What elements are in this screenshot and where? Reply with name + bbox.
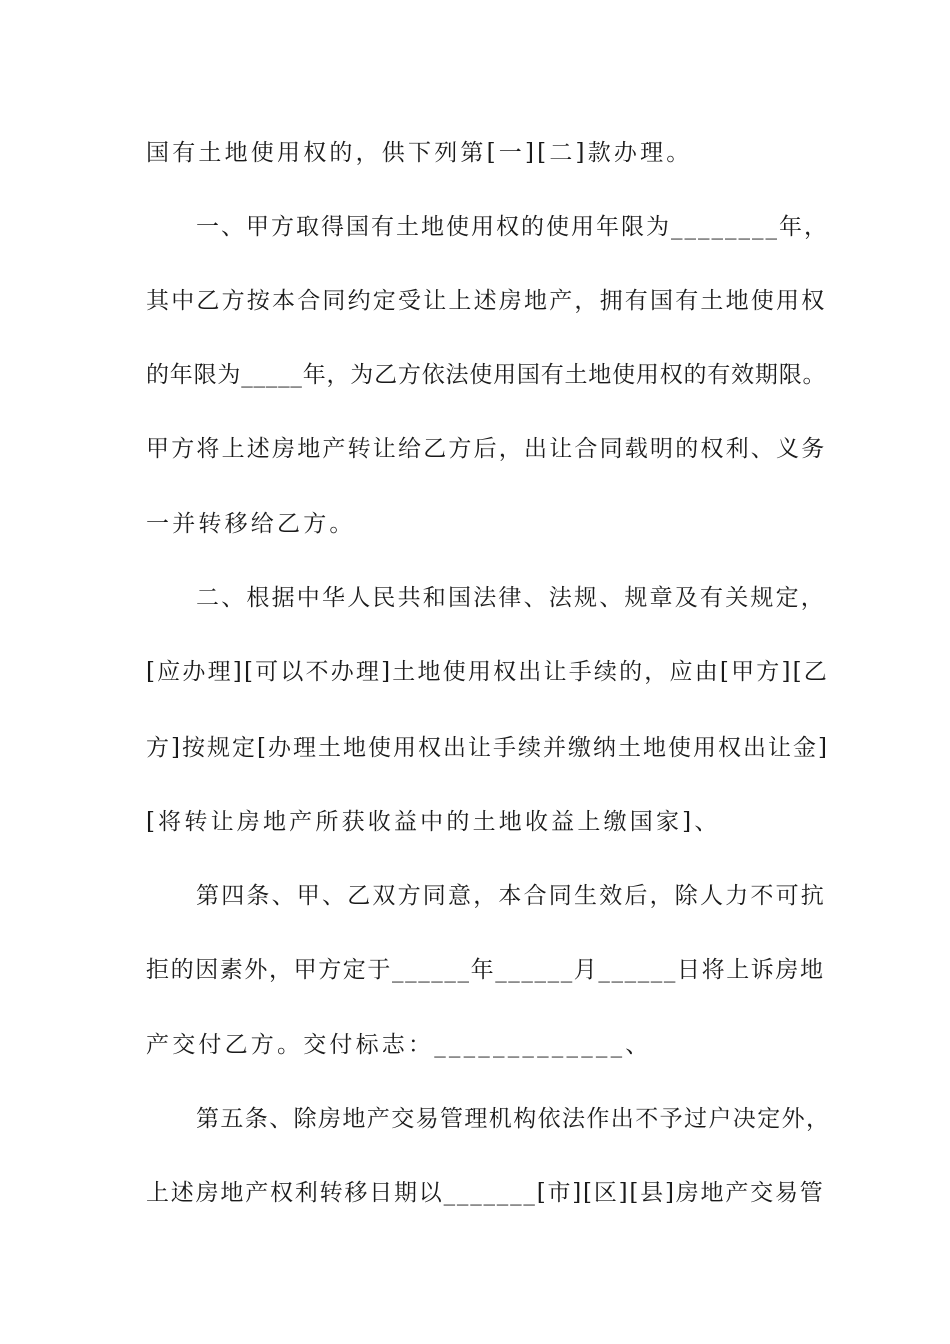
text-line: [应办理][可以不办理]土地使用权出让手续的，应由[甲方][乙 [146, 659, 830, 685]
text-line: 第五条、除房地产交易管理机构依法作出不予过户决定外， [196, 1106, 831, 1132]
text-line: 拒的因素外，甲方定于______年______月______日将上诉房地 [146, 957, 825, 983]
text-line: 上述房地产权利转移日期以_______[市][区][县]房地产交易管 [146, 1180, 825, 1206]
text-line: 一并转移给乙方。 [146, 511, 356, 537]
text-line: 产交付乙方。交付标志：_____________、 [146, 1032, 652, 1058]
text-line: 一、甲方取得国有土地使用权的使用年限为________年， [196, 214, 829, 240]
text-line: 二、根据中华人民共和国法律、法规、规章及有关规定， [196, 585, 826, 611]
text-line: 其中乙方按本合同约定受让上述房地产，拥有国有土地使用权 [146, 288, 827, 314]
text-line: 甲方将上述房地产转让给乙方后，出让合同载明的权利、义务 [146, 436, 827, 462]
text-line: 第四条、甲、乙双方同意，本合同生效后，除人力不可抗 [196, 883, 826, 909]
text-line: 方]按规定[办理土地使用权出让手续并缴纳土地使用权出让金] [146, 735, 829, 761]
text-line: 国有土地使用权的，供下列第[一][二]款办理。 [146, 140, 693, 166]
text-line: [将转让房地产所获收益中的土地收益上缴国家]、 [146, 809, 721, 835]
text-line: 的年限为_____年，为乙方依法使用国有土地使用权的有效期限。 [146, 362, 827, 388]
